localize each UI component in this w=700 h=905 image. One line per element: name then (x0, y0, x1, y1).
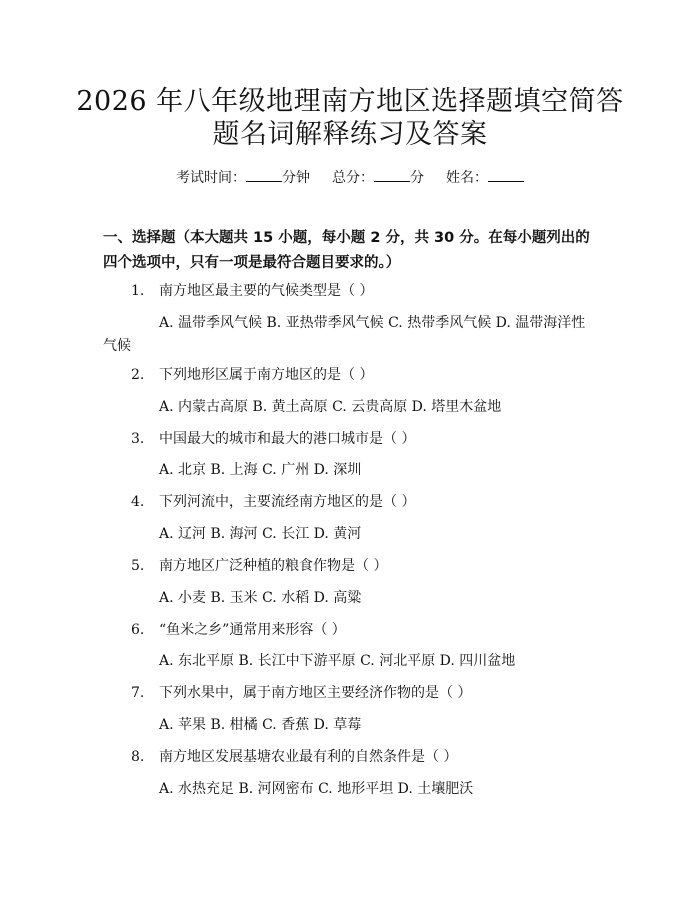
exam-score-label: 总分： (332, 170, 374, 186)
exam-score-unit: 分 (410, 170, 424, 186)
question-item (131, 281, 373, 301)
question-text: 南方地区广泛种植的粮食作物是（ ） (159, 558, 388, 574)
question-number: 5. (131, 558, 145, 574)
exam-time-unit: 分钟 (282, 170, 310, 186)
exam-score (332, 170, 424, 186)
question-options: A. 北京 B. 上海 C. 广州 D. 深圳 (159, 462, 362, 478)
question-text: 中国最大的城市和最大的港口城市是（ ） (159, 431, 416, 447)
question-number: 3. (131, 431, 145, 447)
question-options: A. 辽河 B. 海河 C. 长江 D. 黄河 (159, 526, 362, 542)
question-options: A. 小麦 B. 玉米 C. 水稻 D. 高粱 (159, 590, 362, 606)
question-item (131, 683, 471, 703)
question-number: 2. (131, 367, 145, 383)
document-title-line-2: 题名词解释练习及答案 (212, 119, 488, 150)
question-item (131, 365, 373, 385)
question-number: 8. (131, 749, 145, 765)
exam-name-label: 姓名： (446, 170, 488, 186)
question-text: 下列水果中，属于南方地区主要经济作物的是（ ） (159, 685, 472, 701)
question-text: 南方地区最主要的气候类型是（ ） (159, 283, 374, 299)
exam-name-blank (488, 168, 524, 182)
question-number: 7. (131, 685, 145, 701)
exam-score-blank (374, 168, 410, 182)
question-number: 6. (131, 622, 145, 638)
section-heading: 一、选择题（本大题共 15 小题，每小题 2 分，共 30 分。在每小题列出的四个选项中，只有一项是最符合题目要求的。） (103, 230, 590, 271)
question-options: A. 温带季风气候 B. 亚热带季风气候 C. 热带季风气候 D. 温带海洋性气候 (103, 315, 586, 354)
exam-info (0, 168, 700, 188)
question-item (131, 620, 346, 640)
question-item (131, 429, 415, 449)
question-number: 1. (131, 283, 145, 299)
question-text: 南方地区发展基塘农业最有利的自然条件是（ ） (159, 749, 458, 765)
question-options: A. 内蒙古高原 B. 黄土高原 C. 云贵高原 D. 塔里木盆地 (159, 399, 502, 415)
question-item (131, 556, 387, 576)
exam-time (176, 170, 310, 186)
question-options: A. 水热充足 B. 河网密布 C. 地形平坦 D. 土壤肥沃 (159, 781, 474, 797)
question-text: 下列地形区属于南方地区的是（ ） (159, 367, 374, 383)
question-text: “鱼米之乡”通常用来形容（ ） (159, 622, 346, 638)
question-options: A. 东北平原 B. 长江中下游平原 C. 河北平原 D. 四川盆地 (159, 653, 516, 669)
question-item (131, 747, 457, 767)
exam-time-label: 考试时间： (176, 170, 246, 186)
document-title-line-1: 2026 年八年级地理南方地区选择题填空简答 (76, 86, 624, 117)
question-text: 下列河流中，主要流经南方地区的是（ ） (159, 494, 416, 510)
exam-name (446, 170, 524, 186)
question-number: 4. (131, 494, 145, 510)
exam-time-blank (246, 168, 282, 182)
question-options: A. 苹果 B. 柑橘 C. 香蕉 D. 草莓 (159, 717, 362, 733)
question-item (131, 492, 415, 512)
